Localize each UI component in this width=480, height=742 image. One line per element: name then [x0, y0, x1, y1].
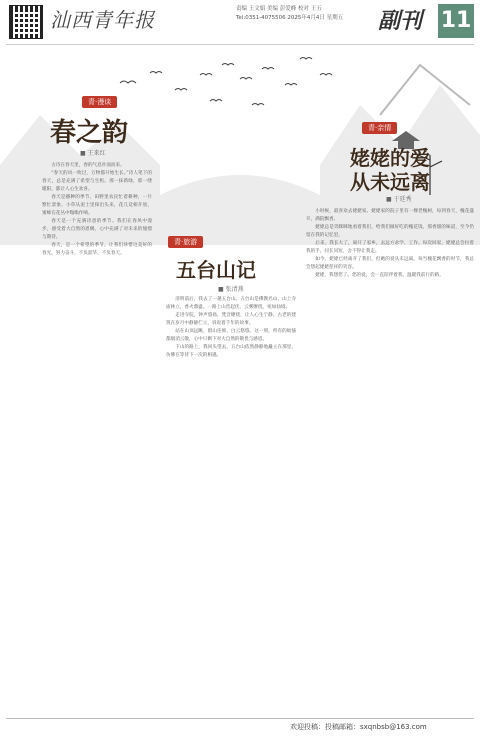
article-1-byline: ■ 王来红	[80, 150, 106, 157]
footer-rule	[6, 718, 474, 719]
article-1-paragraph: 春天是播种的季节，田野里农民忙着耕种，一片繁忙景象。小草从泥土里探出头来，花儿竞相开放，蜜蜂在花丛中嗡嗡作响。	[42, 195, 152, 216]
article-3-title-line-2: 从未远离	[350, 170, 430, 194]
article-2-badge: 青·旅游	[168, 236, 203, 248]
article-1-badge: 青·漫谈	[82, 96, 117, 108]
article-3-paragraph: 姥姥，我想您了。您的爱，会一直陪伴着我，温暖我前行的路。	[315, 273, 444, 278]
article-1-paragraph: 古诗在春天里，春的气息扑面而来。	[51, 163, 125, 168]
article-2-paragraph: 下山的路上，我回头望去，五台山依然静静地矗立在那里，仿佛在等待下一次的相遇。	[166, 345, 296, 358]
meta-line-1: 责编 王文娟 美编 彭爱峰 校对 王五	[236, 6, 322, 12]
editor-meta	[236, 5, 343, 23]
page-number: 11	[438, 4, 474, 38]
article-3-paragraph: 小时候，最喜欢去姥姥家。姥姥家的院子里有一棵老槐树，每到春天，槐花盛开，满院飘香。	[306, 209, 474, 222]
article-3-body	[306, 208, 474, 708]
meta-line-2: Tel:0351-4075506 2025年4月4日 星期五	[236, 15, 344, 21]
birds-icon	[120, 58, 332, 106]
article-1-paragraph: 春天，是一个希望的季节。让我们珍惜这美好的春光，努力奋斗，不负韶华，不负春天。	[42, 243, 152, 256]
article-3-title-line-1: 姥姥的爱	[350, 146, 430, 170]
article-2-paragraph: 走进寺院，钟声悠扬，梵音缭绕，让人心生宁静。古老的建筑在岁月中静静伫立，诉说着千年的故事。	[166, 313, 296, 326]
article-2-body	[166, 296, 296, 706]
article-3-paragraph: 如今，姥姥已经离开了我们，但她的爱从未远离。每当槐花飘香的时节，我总会想起姥姥慈祥的笑容。	[306, 257, 474, 270]
article-3-paragraph: 姥姥总是笑眯眯地看着我们，给我们做好吃的槐花饭。那香甜的味道，至今仍留在我的记忆里。	[306, 225, 474, 238]
article-1-body	[42, 162, 152, 702]
masthead	[0, 0, 480, 44]
article-2-paragraph: 站在山顶远眺，群山连绵，白云悠悠。这一刻，所有的烦恼都烟消云散，心中只剩下对大自然的敬畏与感恩。	[166, 329, 296, 342]
article-2-paragraph: 清明前后，我去了一趟五台山。五台山是佛教名山，山上寺庙林立，香火鼎盛。一路上山峦起伏，云雾缭绕，宛如仙境。	[166, 297, 296, 310]
article-2-title: 五台山记	[176, 258, 256, 282]
article-2-byline: ■ 张清燕	[218, 286, 244, 293]
paper-name: 汕西青年报	[50, 8, 155, 32]
article-3-byline: ■ 于廷秀	[386, 196, 412, 203]
article-3-badge: 青·亲情	[362, 122, 397, 134]
article-1-title: 春之韵	[50, 118, 129, 148]
qr-code	[10, 6, 42, 38]
submission-footer: 欢迎投稿：投稿邮箱：sxqnbsb@163.com	[290, 723, 427, 731]
article-1-paragraph: “春天的风一吹过，万物都开始生长。”诗人笔下的春天，总是充满了希望与生机。那一抹新绿，那一缕暖阳，都让人心生欢喜。	[42, 171, 152, 192]
section-brand: 副刊	[378, 8, 423, 34]
article-1-paragraph: 春天是一个充满诗意的季节。我们在春风中漫步，感受着大自然的恩赐，心中充满了对未来的憧憬与期待。	[42, 219, 152, 240]
article-3-paragraph: 后来，我长大了，离开了家乡，去远方求学、工作。每次回家，姥姥总会拉着我的手，问长问短，舍不得让我走。	[306, 241, 474, 254]
